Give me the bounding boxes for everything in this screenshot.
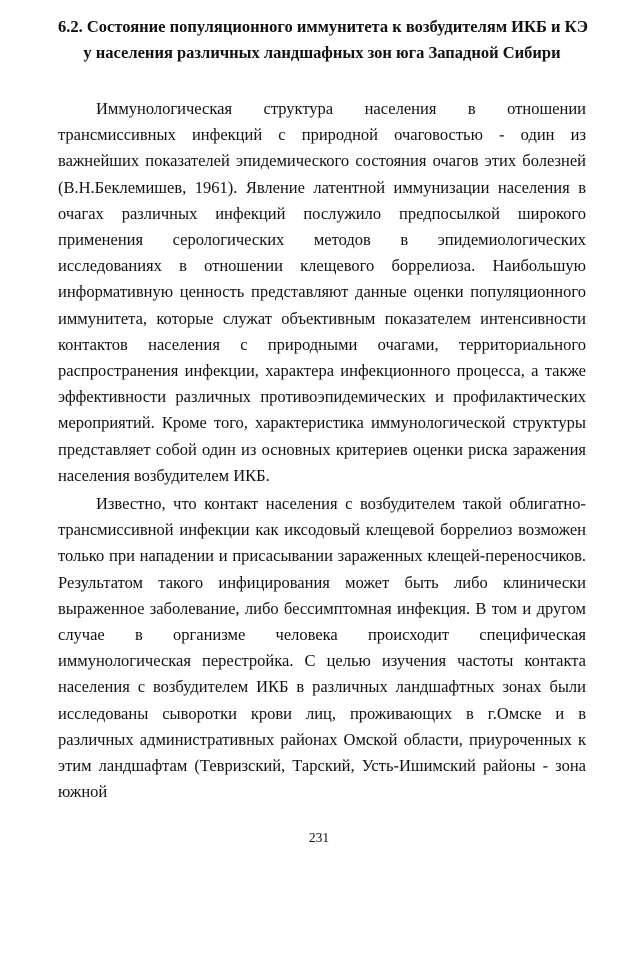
body-paragraph-1: Иммунологическая структура населения в отношении трансмиссивных инфекций с природной очаговостью - один из важнейших показателей эпидемического состояния очагов этих болезней (В.Н.Беклемишев, 1961). Явление латентной иммунизации населения в очагах различных инфекций послужило предпосылкой широкого применения серологических методов в эпидемиологических исследованиях в отношении клещевого боррелиоза. Наибольшую информативную ценность представляют данные оценки популяционного иммунитета, которые служат объективным показателем интенсивности контактов населения с природными очагами, территориального распространения инфекции, характера инфекционного процесса, а также эффективности различных противоэпидемических и профилактических мероприятий. Кроме того, характеристика иммунологической структуры представляет собой один из основных критериев оценки риска заражения населения возбудителем ИКБ. <box>58 99 586 485</box>
body-paragraph-2: Известно, что контакт населения с возбудителем такой облигатно-трансмиссивной инфекции как иксодовый клещевой боррелиоз возможен только при нападении и присасывании зараженных клещей-переносчиков. Результатом такого инфицирования может быть либо клинически выраженное заболевание, либо бессимптомная инфекция. В том и другом случае в организме человека происходит специфическая иммунологическая перестройка. С целью изучения частоты контакта населения с возбудителем ИКБ в различных ландшафтных зонах были исследованы сыворотки крови лиц, проживающих в г.Омске и в различных административных районах Омской области, приуроченных к этим ландшафтам (Тевризский, Тарский, Усть-Ишимский районы - зона южной <box>58 494 586 802</box>
section-heading-line-2: у населения различных ландшафных зон юга Западной Сибири <box>83 43 561 62</box>
document-page <box>58 14 586 805</box>
section-heading-line-1: 6.2. Состояние популяционного иммунитета к возбудителям ИКБ и КЭ <box>58 17 588 36</box>
section-heading <box>58 14 586 66</box>
page-number: 231 <box>308 830 330 845</box>
